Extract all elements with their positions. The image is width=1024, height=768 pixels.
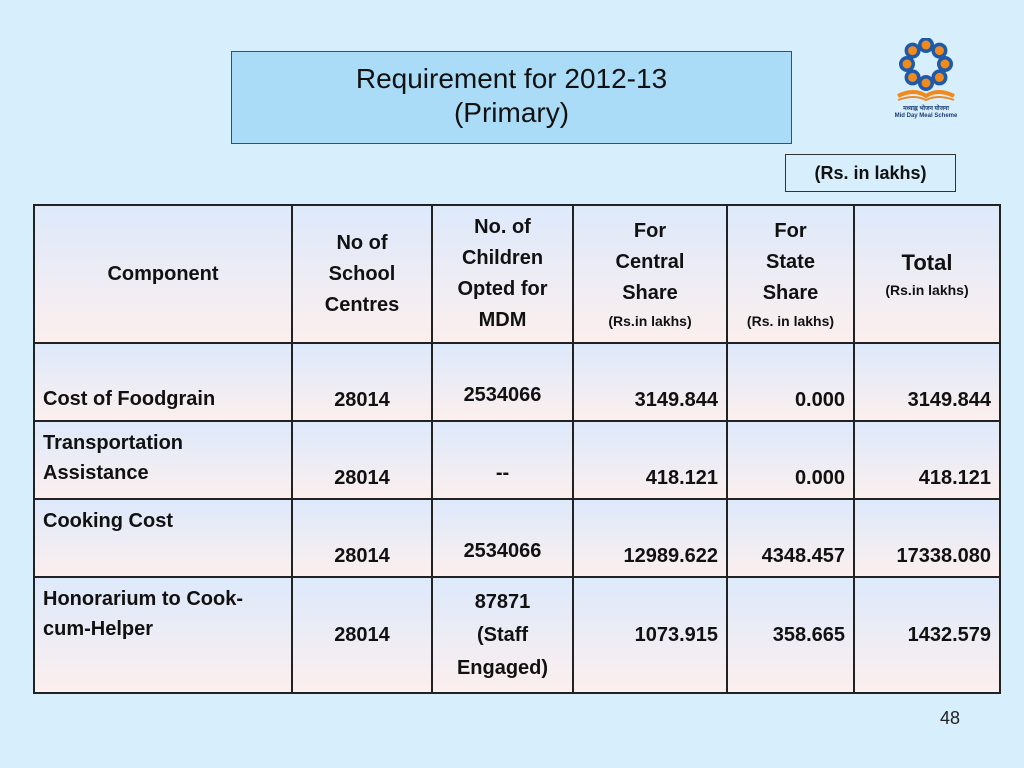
table-row — [34, 343, 1000, 421]
cell-total: 418.121 — [854, 421, 1000, 499]
table-row — [34, 499, 1000, 577]
column-header-unit: (Rs.in lakhs) — [885, 281, 969, 298]
cell-component: Transportation Assistance — [34, 421, 292, 499]
cell-state-share: 358.665 — [727, 577, 854, 693]
cell-state-share: 0.000 — [727, 343, 854, 421]
logo-figure-plate — [922, 79, 931, 88]
column-header — [34, 205, 292, 343]
column-header-line: Component — [107, 262, 219, 285]
cell-children — [432, 499, 573, 577]
cell-total: 1432.579 — [854, 577, 1000, 693]
logo-figure-plate — [908, 46, 917, 55]
column-header-line: No. of — [474, 216, 531, 238]
logo-figure-plate — [908, 73, 917, 82]
cell-central-share: 12989.622 — [573, 499, 727, 577]
slide-title-box — [231, 51, 792, 144]
logo-figure-plate — [903, 60, 912, 69]
logo-figure-plate — [935, 73, 944, 82]
cell-children — [432, 343, 573, 421]
column-header-unit: (Rs. in lakhs) — [746, 312, 835, 329]
column-header-line: State — [766, 250, 815, 273]
column-header — [573, 205, 727, 343]
column-header-line: MDM — [478, 309, 527, 331]
logo-figure-plate — [935, 46, 944, 55]
column-header — [292, 205, 432, 343]
cell-children — [432, 421, 573, 499]
logo-caption-hindi: मध्याह्न भोजन योजना — [903, 106, 949, 112]
cell-component: Cooking Cost — [34, 499, 292, 577]
column-header-line: Opted for — [457, 278, 548, 300]
unit-note: (Rs. in lakhs) — [785, 154, 956, 192]
column-header — [432, 205, 573, 343]
column-header-unit: (Rs.in lakhs) — [608, 312, 692, 329]
logo-graphic — [876, 38, 976, 106]
column-header — [854, 205, 1000, 343]
mid-day-meal-logo-icon — [876, 38, 976, 133]
cell-central-share: 1073.915 — [573, 577, 727, 693]
column-header-line: School — [328, 262, 396, 285]
table-row — [34, 577, 1000, 693]
cell-school-centres: 28014 — [292, 343, 432, 421]
cell-total: 17338.080 — [854, 499, 1000, 577]
column-header-line: For — [633, 219, 667, 242]
column-header-line: Total — [901, 249, 953, 275]
children-value: -- — [495, 462, 510, 484]
column-header-line: For — [774, 219, 807, 242]
slide-subtitle: (Primary) — [453, 97, 570, 128]
table-row — [34, 421, 1000, 499]
requirement-table — [33, 204, 1001, 694]
column-header-line: Children — [461, 247, 544, 269]
cell-school-centres: 28014 — [292, 577, 432, 693]
column-header-line: Share — [622, 281, 678, 304]
page-number: 48 — [940, 708, 961, 728]
column-header-line: Central — [615, 250, 685, 273]
children-value: 87871 — [474, 590, 531, 613]
children-value: 2534066 — [463, 384, 542, 406]
cell-component: Cost of Foodgrain — [34, 343, 292, 421]
cell-state-share: 4348.457 — [727, 499, 854, 577]
logo-caption-english: Mid Day Meal Scheme — [894, 113, 958, 119]
cell-state-share: 0.000 — [727, 421, 854, 499]
column-header-line: Centres — [324, 293, 400, 316]
column-header — [727, 205, 854, 343]
cell-central-share: 418.121 — [573, 421, 727, 499]
table-header-row — [34, 205, 1000, 343]
column-header-line: Share — [762, 281, 819, 304]
cell-school-centres: 28014 — [292, 421, 432, 499]
cell-central-share: 3149.844 — [573, 343, 727, 421]
cell-component: Honorarium to Cook-cum-Helper — [34, 577, 292, 693]
children-value: 2534066 — [463, 540, 542, 562]
logo-figure-plate — [922, 41, 931, 50]
children-note: (Staff Engaged) — [456, 623, 549, 679]
cell-school-centres: 28014 — [292, 499, 432, 577]
logo-figure-plate — [941, 60, 950, 69]
cell-children — [432, 577, 573, 693]
cell-total: 3149.844 — [854, 343, 1000, 421]
column-header-line: No of — [336, 231, 388, 254]
slide-title: Requirement for 2012-13 — [355, 63, 668, 94]
